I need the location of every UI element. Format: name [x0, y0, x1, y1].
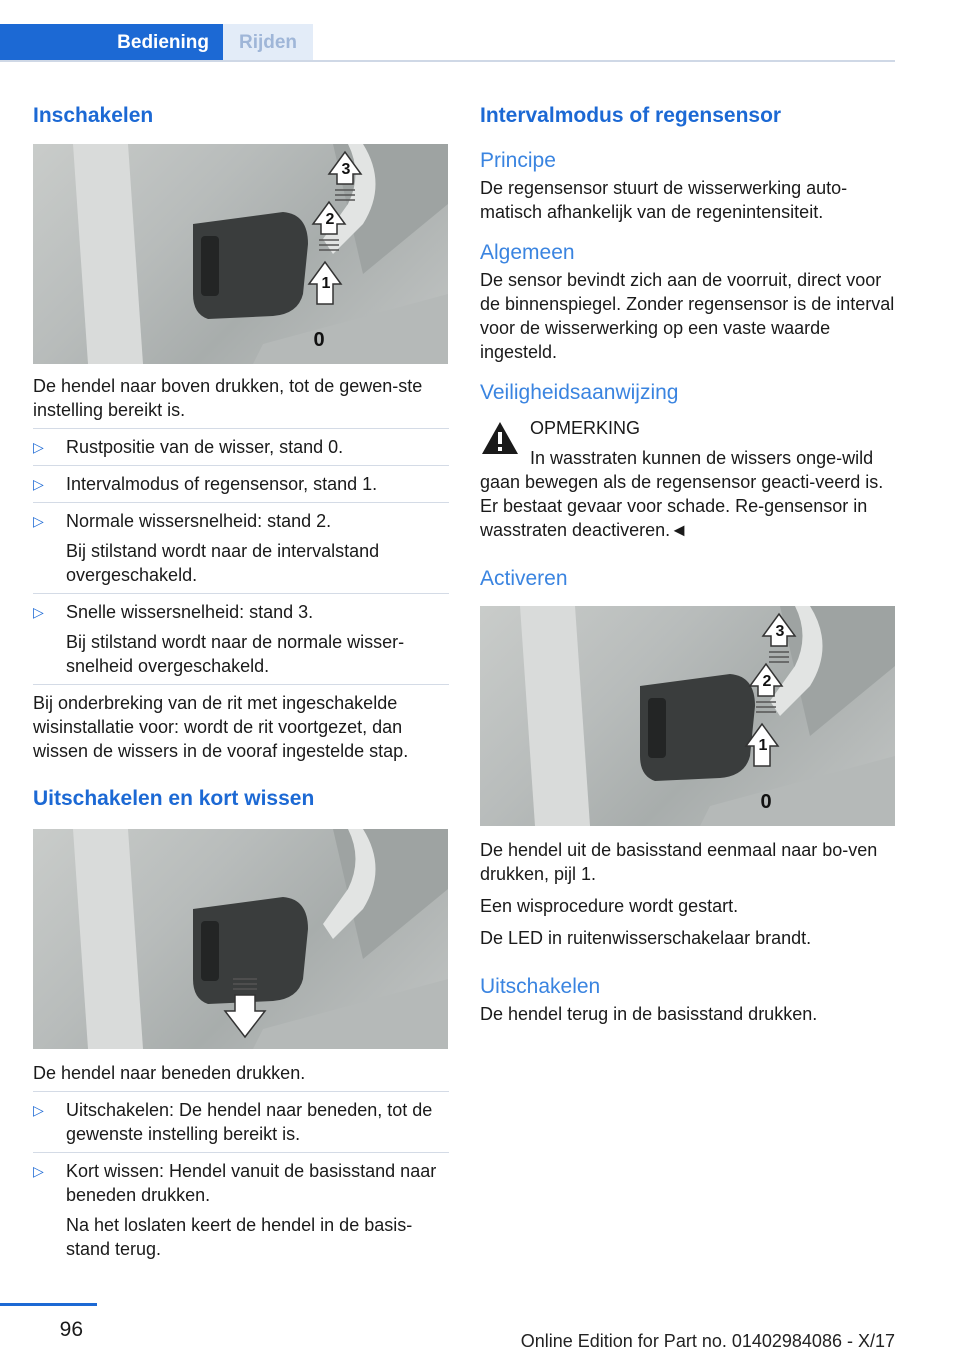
text-uitschakelen: De hendel terug in de basisstand drukken. [480, 1004, 818, 1024]
label-3: 3 [775, 623, 785, 640]
lever-activeren-illustration [480, 606, 895, 826]
triangle-bullet-icon: ▷ [33, 604, 44, 620]
outro-inschakelen: Bij onderbreking van de rit met ingeschakelde wisinstallatie voor: wordt de rit voortgezet, dan wissen de wissers in de vooraf ingestelde stap. [33, 693, 409, 761]
tab-bediening[interactable]: Bediening [0, 24, 223, 62]
footer-accent-line [0, 1303, 97, 1306]
divider [33, 1152, 449, 1153]
divider [33, 684, 449, 685]
warning-block [480, 416, 896, 542]
divider [33, 428, 449, 429]
subheading-algemeen: Algemeen [480, 241, 575, 264]
text-principe: De regensensor stuurt de wisserwerking auto-matisch afhankelijk van de regenintensiteit. [480, 178, 848, 222]
list-item: ▷ Snelle wissersnelheid: stand 3. Bij stilstand wordt naar de normale wisser-snelheid overgeschakeld. [33, 602, 405, 676]
text-activeren-1: De hendel uit de basisstand eenmaal naar bo-ven drukken, pijl 1. [480, 840, 878, 884]
triangle-bullet-icon: ▷ [33, 476, 44, 492]
list-inschakelen [33, 435, 449, 678]
label-0: 0 [760, 791, 772, 813]
list-uitschakelen [33, 1098, 449, 1261]
list-item: ▷ Intervalmodus of regensensor, stand 1. [33, 474, 378, 494]
tab-rijden[interactable]: Rijden [223, 24, 313, 62]
divider [33, 593, 449, 594]
list-item: ▷ Uitschakelen: De hendel naar beneden, tot de gewenste instelling bereikt is. [33, 1100, 433, 1144]
label-2: 2 [762, 673, 772, 690]
heading-intervalmodus: Intervalmodus of regensensor [480, 104, 782, 127]
tab-underline [0, 60, 895, 62]
list-item: ▷ Kort wissen: Hendel vanuit de basisstand naar beneden drukken. Na het loslaten keert de hendel in de basis-stand terug. [33, 1161, 437, 1259]
label-1: 1 [758, 737, 768, 754]
triangle-bullet-icon: ▷ [33, 439, 44, 455]
edition-label: Online Edition for Part no. 01402984086 - X/17 [520, 1331, 895, 1351]
subheading-veiligheid: Veiligheidsaanwijzing [480, 381, 679, 404]
right-column [480, 100, 896, 1026]
list-item: ▷ Normale wissersnelheid: stand 2. Bij stilstand wordt naar de intervalstand overgeschakeld. [33, 511, 380, 585]
page-number: 96 [59, 1318, 83, 1341]
intro-uitschakelen: De hendel naar beneden drukken. [33, 1063, 306, 1083]
text-activeren-2: Een wisprocedure wordt gestart. [480, 896, 739, 916]
label-1: 1 [321, 275, 331, 292]
text-algemeen: De sensor bevindt zich aan de voorruit, direct voor de binnenspiegel. Zonder regensensor is de interval voor de wisserwerking op een vaste waarde ingesteld. [480, 270, 895, 362]
divider [33, 502, 449, 503]
subheading-activeren: Activeren [480, 567, 568, 590]
warning-label: OPMERKING [530, 418, 641, 438]
divider [33, 465, 449, 466]
triangle-bullet-icon: ▷ [33, 1163, 44, 1179]
warning-triangle-icon [480, 420, 520, 456]
figure-lever-down [33, 829, 448, 1049]
heading-uitschakelen: Uitschakelen en kort wissen [33, 787, 315, 810]
triangle-bullet-icon: ▷ [33, 513, 44, 529]
label-0: 0 [313, 329, 325, 351]
figure-lever-activeren [480, 606, 895, 826]
list-item: ▷ Rustpositie van de wisser, stand 0. [33, 437, 344, 457]
subheading-uitschakelen: Uitschakelen [480, 975, 601, 998]
label-2: 2 [325, 211, 335, 228]
text-activeren-3: De LED in ruitenwisserschakelaar brandt. [480, 928, 812, 948]
divider [33, 1091, 449, 1092]
heading-inschakelen: Inschakelen [33, 104, 154, 127]
chapter-tabs [0, 24, 895, 62]
intro-inschakelen: De hendel naar boven drukken, tot de gewen-ste instelling bereikt is. [33, 376, 423, 420]
subheading-principe: Principe [480, 149, 556, 172]
triangle-bullet-icon: ▷ [33, 1102, 44, 1118]
lever-down-illustration [33, 829, 448, 1049]
left-column [33, 100, 449, 1261]
lever-illustration [33, 144, 448, 364]
warning-text: In wasstraten kunnen de wissers onge-wild gaan bewegen als de regensensor geacti-veerd is. Er bestaat gevaar voor schade. Re-gensensor in wasstraten deactiveren.◄ [480, 448, 884, 540]
label-3: 3 [341, 161, 351, 178]
figure-lever-up [33, 144, 448, 364]
